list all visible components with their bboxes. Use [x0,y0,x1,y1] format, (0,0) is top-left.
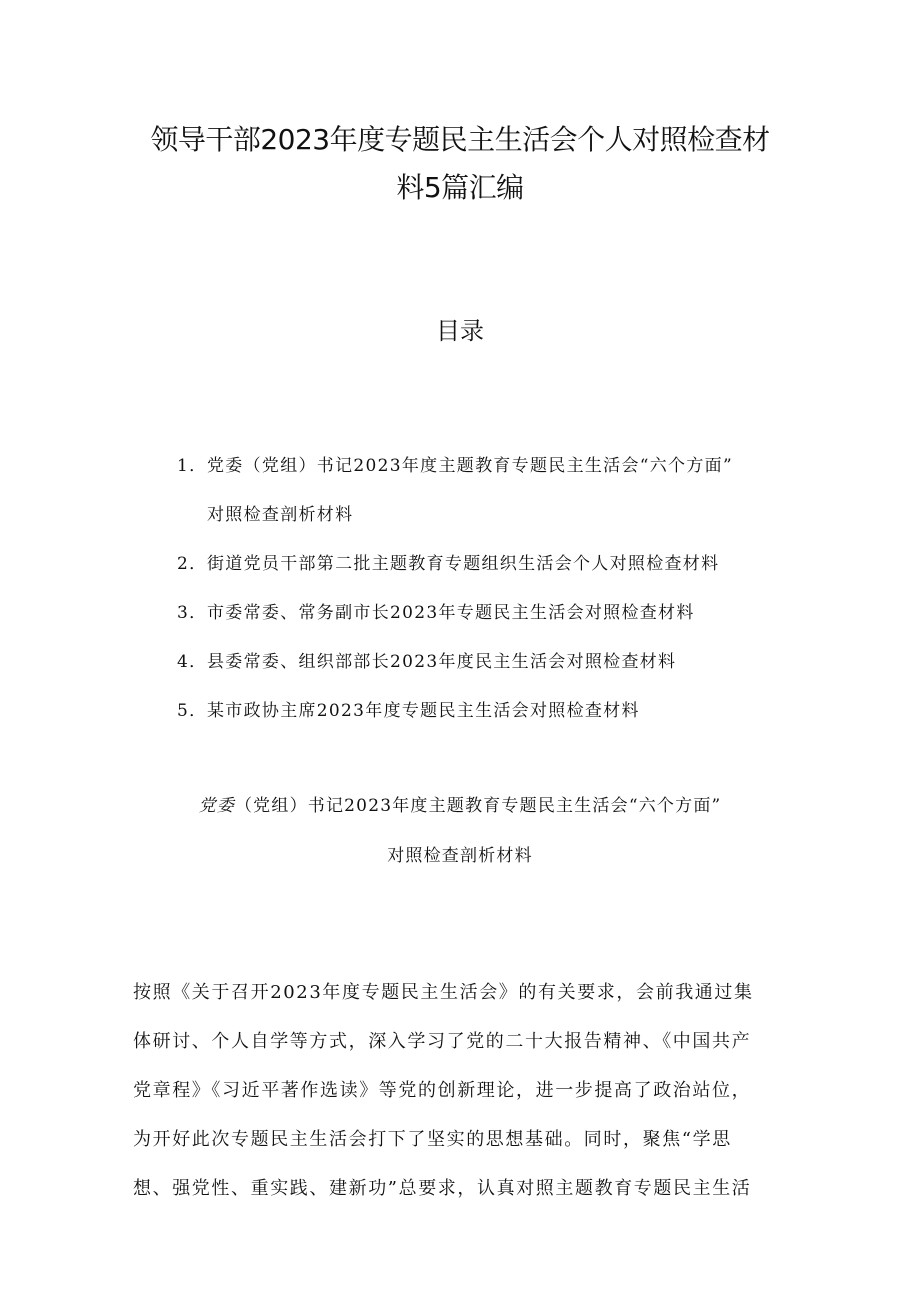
toc-item-4 [177,647,676,672]
toc-item-text: 街道党员干部第二批主题教育专题组织生活会个人对照检查材料 [207,554,720,574]
section-title-lead: 党委 [198,796,235,816]
body-text-line: 按照《关于召开2023年度专题民主生活会》的有关要求，会前我通过集 [133,982,754,1003]
toc-item-number: 3． [177,603,208,623]
toc-item-number: 2． [177,554,208,574]
toc-item-text: 市委常委、常务副市长2023年专题民主生活会对照检查材料 [207,603,695,623]
toc-item-1-continuation: 对照检查剖析材料 [207,505,354,525]
toc-item-2 [177,549,719,574]
document-title-line-2: 料5篇汇编 [396,171,524,204]
section-title-line-2: 对照检查剖析材料 [387,846,533,866]
toc-item-text: 县委常委、组织部部长2023年度民主生活会对照检查材料 [207,652,677,672]
document-title-line-1: 领导干部2023年度专题民主生活会个人对照检查材 [150,123,770,156]
body-text-line: 体研讨、个人自学等方式，深入学习了党的二十大报告精神、《中国共产 [133,1031,752,1052]
toc-item-5 [177,696,640,721]
toc-item-text: 某市政协主席2023年度专题民主生活会对照检查材料 [207,701,640,721]
toc-item-number: 1． [177,456,208,476]
body-text-line: 想、强党性、重实践、建新功”总要求，认真对照主题教育专题民主生活 [133,1178,752,1199]
toc-item-3 [177,598,695,623]
toc-item-text: 党委（党组）书记2023年度主题教育专题民主生活会“六个方面” [207,456,733,476]
toc-item-1 [177,451,733,476]
section-title-rest: （党组）书记2023年度主题教育专题民主生活会“六个方面” [234,796,722,816]
toc-item-number: 5． [177,701,208,721]
section-title-line-1 [0,791,920,816]
body-text-line: 党章程》《习近平著作选读》等党的创新理论，进一步提高了政治站位， [133,1080,752,1101]
body-text-line: 为开好此次专题民主生活会打下了坚实的思想基础。同时，聚焦“学思 [133,1129,732,1150]
toc-item-number: 4． [177,652,208,672]
toc-heading: 目录 [436,317,484,345]
